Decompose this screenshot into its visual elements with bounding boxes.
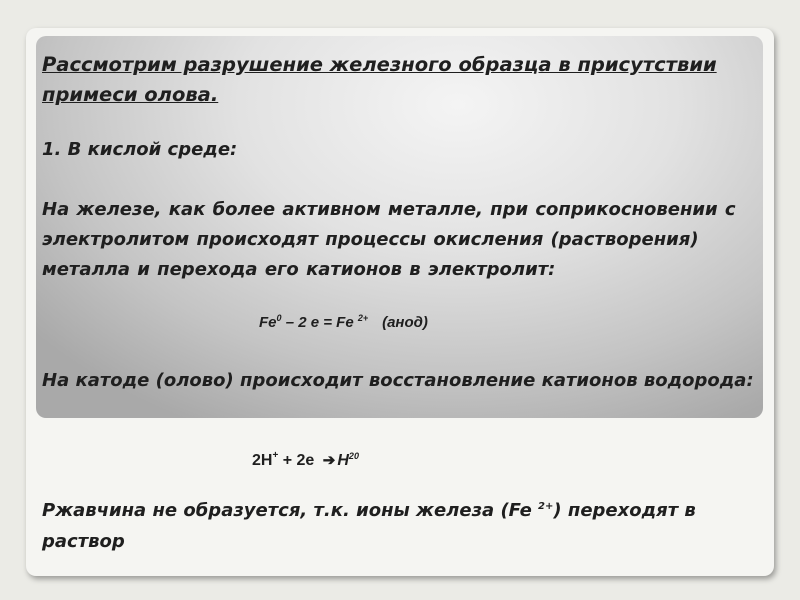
- acid-medium-label: 1. В кислой среде:: [42, 139, 238, 160]
- eq2-rhs-subscript: 2: [348, 451, 354, 461]
- eq1-lhs: Fe: [259, 314, 277, 331]
- eq1-rhs-charge: 2+: [357, 313, 369, 323]
- cathode-equation: [252, 450, 359, 470]
- eq2-rhs-charge: 0: [353, 451, 359, 461]
- eq1-lhs-charge: 0: [276, 313, 282, 323]
- eq2-lhs-charge: +: [272, 450, 279, 461]
- eq2-rhs: [337, 452, 359, 469]
- eq1-middle: – 2 е = Fe: [281, 314, 358, 331]
- conclusion-text-start: Ржавчина не образуется, т.к. ионы железа (Fe: [42, 500, 539, 521]
- arrow-icon: ➔: [322, 452, 336, 469]
- eq2-lhs: 2H: [252, 452, 273, 469]
- anode-equation: [259, 313, 428, 331]
- cathode-paragraph: На катоде (олово) происходит восстановление катионов водорода:: [42, 370, 754, 391]
- eq2-rhs-species: H: [337, 452, 349, 469]
- conclusion-paragraph: [42, 491, 762, 557]
- eq2-middle: + 2e: [278, 452, 319, 469]
- conclusion-text-end: ) переходят в раствор: [42, 500, 696, 552]
- anode-paragraph: На железе, как более активном металле, при соприкосновении с электролитом происходят процессы окисления (растворения) металла и перехода его катионов в электролит:: [42, 199, 736, 280]
- conclusion-ion-charge: 2+: [538, 501, 554, 512]
- slide-heading: Рассмотрим разрушение железного образца в присутствии примеси олова.: [42, 53, 717, 106]
- eq1-label: (анод): [382, 314, 428, 331]
